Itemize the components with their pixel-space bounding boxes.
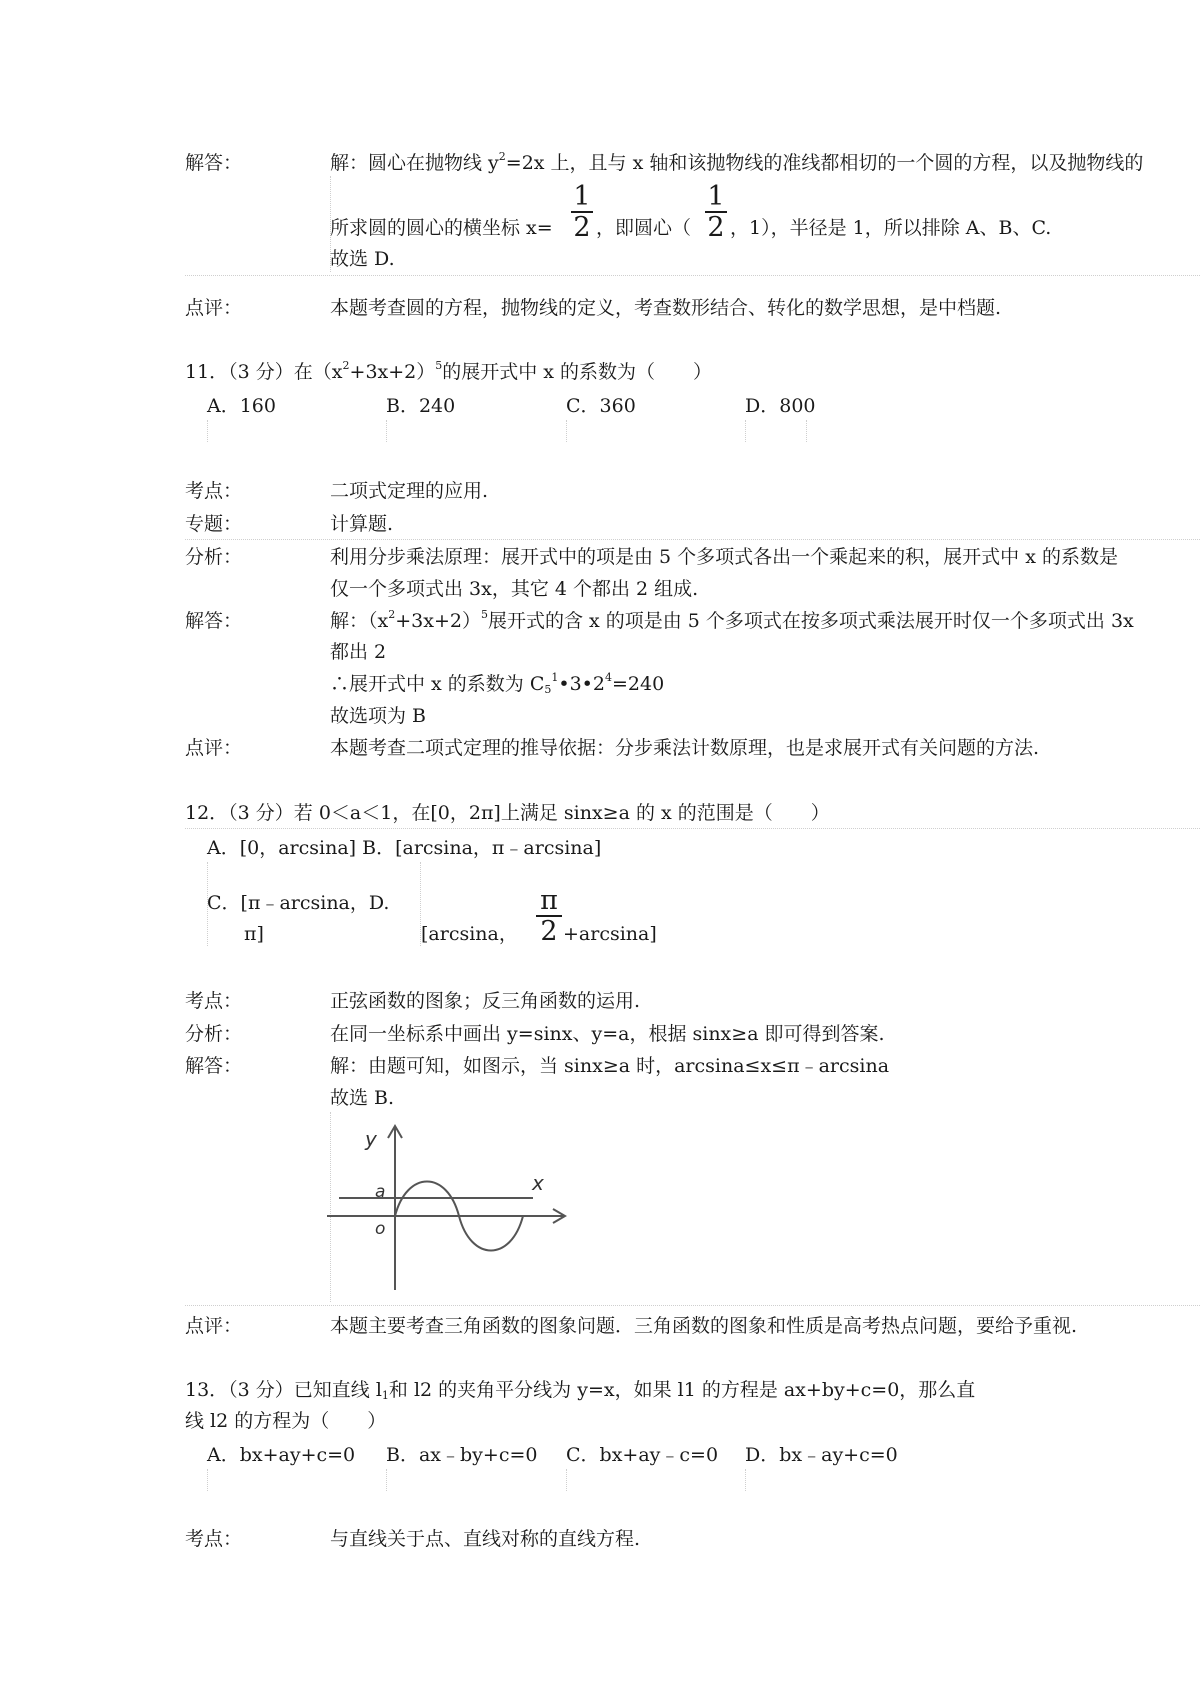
q13-stem-line1: 13．（3 分）已知直线 $l_1$和 l2 的夹角平分线为 y=x，如果 l1 的方程是 ax+by+c=0，那么直: [185, 1379, 976, 1402]
label-fenxi: 分析：: [185, 546, 243, 568]
label-kaodian: 考点：: [185, 480, 243, 502]
q11-kaodian: 二项式定理的应用.: [330, 480, 489, 502]
q13-option-d: D．bx﹣ay+c=0: [745, 1444, 898, 1466]
sine-graph: [325, 1118, 570, 1293]
label-jieda: 解答：: [185, 610, 243, 632]
q13-stem-line2: 线 l2 的方程为（ ）: [185, 1410, 387, 1432]
q12-stem: 12．（3 分）若 0＜a＜1，在[0，2π]上满足 sinx≥a 的 x 的范围是（ ）: [185, 802, 830, 824]
graph-y-label: y: [365, 1127, 377, 1151]
label-kaodian: 考点：: [185, 990, 243, 1012]
q11-option-a: A．160: [207, 395, 276, 417]
dotted-divider: [386, 420, 387, 442]
dotted-divider: [185, 275, 1200, 276]
label-zhuanti: 专题：: [185, 513, 243, 535]
graph-a-label: a: [375, 1182, 386, 1202]
label-jieda: 解答：: [185, 152, 243, 174]
q13-option-c: C．bx+ay﹣c=0: [566, 1444, 719, 1466]
q11-stem: 11．（3 分）在$(x^2+3x+2)^5$的展开式中 x 的系数为（ ）: [185, 359, 713, 383]
dotted-divider: [207, 1469, 208, 1491]
dotted-divider: [185, 1305, 1200, 1306]
q12-option-c-line1: C．[π﹣arcsina，D.: [207, 892, 390, 914]
q12-jieda-line1: 解：由题可知，如图示，当 sinx≥a 时，arcsina≤x≤π﹣arcsina: [330, 1055, 890, 1077]
q11-jieda-line2: 都出 2: [330, 641, 387, 663]
dotted-divider: [386, 1469, 387, 1491]
dotted-divider: [745, 420, 746, 442]
fraction-half: 1 2: [571, 183, 593, 241]
q10-jieda-line3: 故选 D.: [330, 248, 395, 270]
graph-x-label: x: [532, 1171, 544, 1195]
q11-dianping: 本题考查二项式定理的推导依据：分步乘法计数原理，也是求展开式有关问题的方法.: [330, 737, 1040, 759]
q12-options-ab: A．[0，arcsina] B．[arcsina，π﹣arcsina]: [207, 837, 602, 859]
q12-kaodian: 正弦函数的图象；反三角函数的运用.: [330, 990, 641, 1012]
q10-dianping: 本题考查圆的方程，抛物线的定义，考查数形结合、转化的数学思想，是中档题.: [330, 297, 1002, 319]
q11-option-b: B．240: [386, 395, 456, 417]
q11-jieda-line1: 解：$(x^2+3x+2)^5$展开式的含 x 的项是由 5 个多项式在按多项式乘法展开时仅一个多项式出 3x: [330, 608, 1134, 632]
label-dianping: 点评：: [185, 1315, 243, 1337]
q11-zhuanti: 计算题.: [330, 513, 394, 535]
q12-fenxi: 在同一坐标系中画出 y=sinx、y=a，根据 sinx≥a 即可得到答案.: [330, 1023, 885, 1045]
q12-option-c-line2: π]: [244, 923, 264, 945]
q12-option-d-a: [arcsina，: [421, 923, 518, 945]
dotted-divider: [806, 420, 807, 442]
q11-option-c: C．360: [566, 395, 636, 417]
q13-option-a: A．bx+ay+c=0: [207, 1444, 356, 1466]
q12-dianping: 本题主要考查三角函数的图象问题．三角函数的图象和性质是高考热点问题，要给予重视.: [330, 1315, 1078, 1337]
dotted-divider: [566, 1469, 567, 1491]
label-dianping: 点评：: [185, 297, 243, 319]
label-kaodian: 考点：: [185, 1528, 243, 1550]
q10-jieda-line1: 解：圆心在抛物线 $y^2=2x$ 上，且与 x 轴和该抛物线的准线都相切的一个圆的方程，以及抛物线的: [330, 150, 1144, 174]
graph-origin-label: o: [375, 1219, 386, 1239]
dotted-divider: [185, 828, 1200, 829]
fraction-half: 1 2: [705, 183, 727, 241]
q12-jieda-line2: 故选 B.: [330, 1087, 395, 1109]
dotted-divider: [745, 1469, 746, 1491]
dotted-divider: [566, 420, 567, 442]
q12-option-d-b: +arcsina]: [563, 923, 657, 945]
q13-kaodian: 与直线关于点、直线对称的直线方程.: [330, 1528, 641, 1550]
q11-jieda-line3: ∴展开式中 x 的系数为 $C_5^1•3•2^4=240$: [330, 671, 665, 696]
q10-jieda-line2-c: ，1），半径是 1，所以排除 A、B、C.: [730, 217, 1052, 239]
fraction-pi-half: π 2: [536, 887, 562, 945]
q11-fenxi-line1: 利用分步乘法原理：展开式中的项是由 5 个多项式各出一个乘起来的积，展开式中 x 的系数是: [330, 546, 1118, 568]
dotted-divider: [207, 420, 208, 442]
q11-option-d: D．800: [745, 395, 816, 417]
label-fenxi: 分析：: [185, 1023, 243, 1045]
q11-jieda-line4: 故选项为 B: [330, 705, 427, 727]
q13-option-b: B．ax﹣by+c=0: [386, 1444, 538, 1466]
q10-jieda-line2: 所求圆的圆心的横坐标 x=: [330, 217, 553, 239]
q11-fenxi-line2: 仅一个多项式出 3x，其它 4 个都出 2 组成.: [330, 578, 699, 600]
dotted-divider: [185, 539, 1200, 540]
q10-jieda-line2-b: ，即圆心（: [596, 217, 692, 239]
label-dianping: 点评：: [185, 737, 243, 759]
label-jieda: 解答：: [185, 1055, 243, 1077]
